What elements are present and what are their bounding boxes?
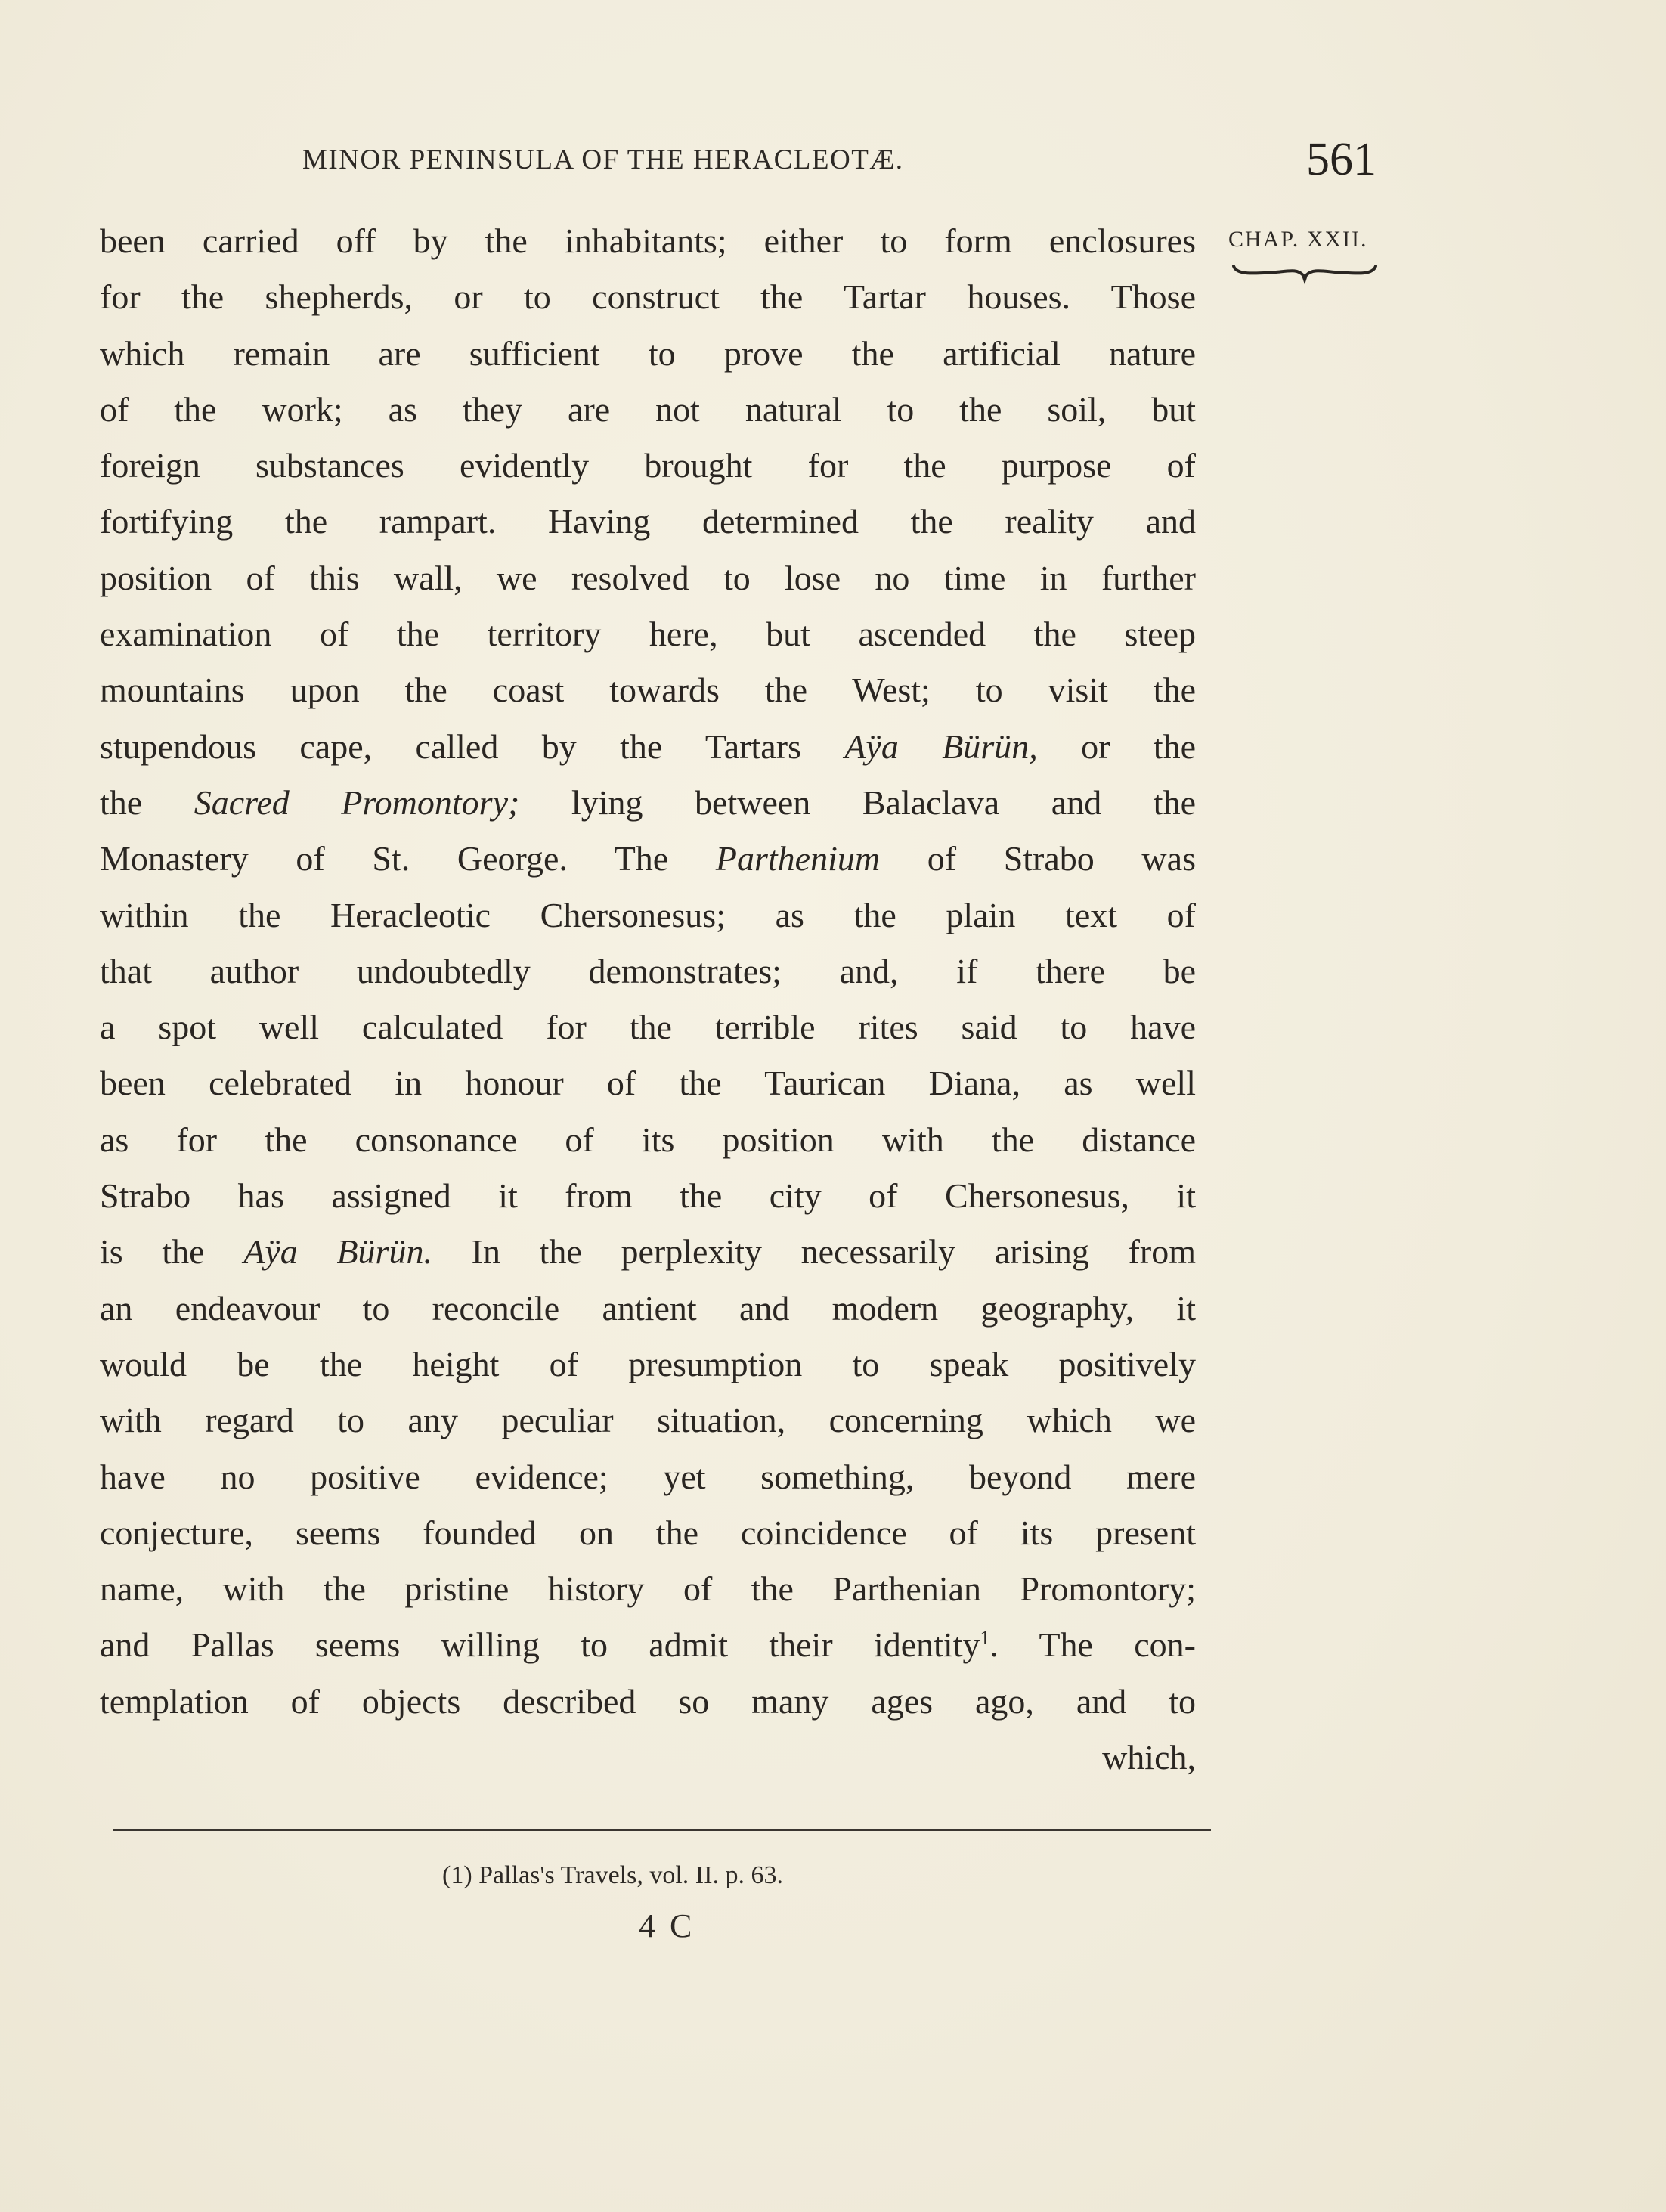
text-line	[100, 269, 1196, 325]
text-line	[100, 943, 1196, 999]
italic-place-name: Aÿa Bürün.	[243, 1232, 432, 1272]
text-span: and Pallas seems willing to admit their identity	[100, 1625, 980, 1665]
italic-place-name: Sacred Promontory;	[194, 782, 520, 822]
text-line	[100, 719, 1196, 775]
text-span: which remain are sufficient to prove the artificial nature	[100, 333, 1196, 373]
text-span: as for the consonance of its position with the distance	[100, 1120, 1196, 1159]
signature-mark: 4 C	[639, 1907, 695, 1944]
text-span: have no positive evidence; yet something, beyond mere	[100, 1457, 1196, 1496]
text-span: for the shepherds, or to construct the Tartar houses. Those	[100, 277, 1196, 317]
text-line	[100, 326, 1196, 382]
text-span: an endeavour to reconcile antient and modern geography, it	[100, 1288, 1196, 1328]
running-head: MINOR PENINSULA OF THE HERACLEOTÆ.	[302, 144, 904, 175]
text-line	[100, 662, 1196, 718]
body-text	[100, 213, 1196, 1786]
text-span: would be the height of presumption to speak positively	[100, 1344, 1196, 1383]
text-line	[100, 1112, 1196, 1168]
text-span: fortifying the rampart. Having determined the reality and	[100, 502, 1196, 541]
text-span: a spot well calculated for the terrible rites said to have	[100, 1008, 1196, 1047]
text-span: name, with the pristine history of the Parthenian Promontory;	[100, 1569, 1196, 1609]
text-line	[100, 775, 1196, 831]
text-span: that author undoubtedly demonstrates; and, if there be	[100, 951, 1196, 990]
text-line	[100, 213, 1196, 269]
text-line	[100, 1224, 1196, 1280]
text-span: position of this wall, we resolved to lose no time in further	[100, 558, 1196, 597]
text-span: the	[100, 782, 194, 822]
text-span: . The con-	[989, 1625, 1196, 1665]
text-line	[100, 888, 1196, 943]
text-span: been celebrated in honour of the Taurican Diana, as well	[100, 1064, 1196, 1103]
text-span: of Strabo was	[880, 839, 1196, 878]
footnote-marker: 1	[980, 1627, 990, 1650]
text-span: Monastery of St. George. The	[100, 839, 716, 878]
text-line	[100, 831, 1196, 887]
text-line	[100, 1281, 1196, 1337]
text-line	[100, 1617, 1196, 1673]
text-line	[100, 606, 1196, 662]
text-span: mountains upon the coast towards the West; to visit the	[100, 671, 1196, 710]
text-line	[100, 550, 1196, 606]
text-span: stupendous cape, called by the Tartars	[100, 726, 845, 766]
text-span: with regard to any peculiar situation, concerning which we	[100, 1401, 1196, 1440]
page-number: 561	[1306, 134, 1376, 185]
text-line	[100, 1337, 1196, 1393]
text-line	[100, 382, 1196, 438]
italic-place-name: Parthenium	[715, 839, 881, 878]
text-line	[100, 1561, 1196, 1617]
footnote: (1) Pallas's Travels, vol. II. p. 63.	[442, 1861, 783, 1889]
chapter-brace-ornament	[1231, 262, 1379, 292]
text-span: is the	[100, 1232, 244, 1272]
catchword-line	[100, 1730, 1196, 1786]
text-span: or the	[1037, 726, 1196, 766]
chapter-label: CHAP. XXII.	[1228, 227, 1368, 252]
footnote-rule	[113, 1829, 1211, 1831]
text-span: Strabo has assigned it from the city of Chersonesus, it	[100, 1176, 1196, 1216]
text-line	[100, 1505, 1196, 1561]
text-span: lying between Balaclava and the	[519, 782, 1196, 822]
text-line	[100, 1055, 1196, 1111]
text-line	[100, 1168, 1196, 1224]
text-line	[100, 494, 1196, 550]
text-line	[100, 438, 1196, 494]
text-line	[100, 1393, 1196, 1448]
text-span: foreign substances evidently brought for the purpose of	[100, 446, 1196, 485]
catchword: which,	[1102, 1738, 1196, 1777]
text-span: conjecture, seems founded on the coincidence of its present	[100, 1513, 1196, 1552]
text-span: within the Heracleotic Chersonesus; as the plain text of	[100, 895, 1196, 934]
text-line	[100, 1449, 1196, 1505]
text-span: In the perplexity necessarily arising from	[432, 1232, 1196, 1272]
text-span: been carried off by the inhabitants; either to form enclosures	[100, 222, 1196, 260]
text-span: templation of objects described so many ages ago, and to	[100, 1681, 1196, 1721]
italic-place-name: Aÿa Bürün,	[844, 726, 1038, 766]
text-span: of the work; as they are not natural to the soil, but	[100, 389, 1196, 429]
text-span: examination of the territory here, but ascended the steep	[100, 615, 1196, 654]
text-line	[100, 1674, 1196, 1730]
text-line	[100, 999, 1196, 1055]
